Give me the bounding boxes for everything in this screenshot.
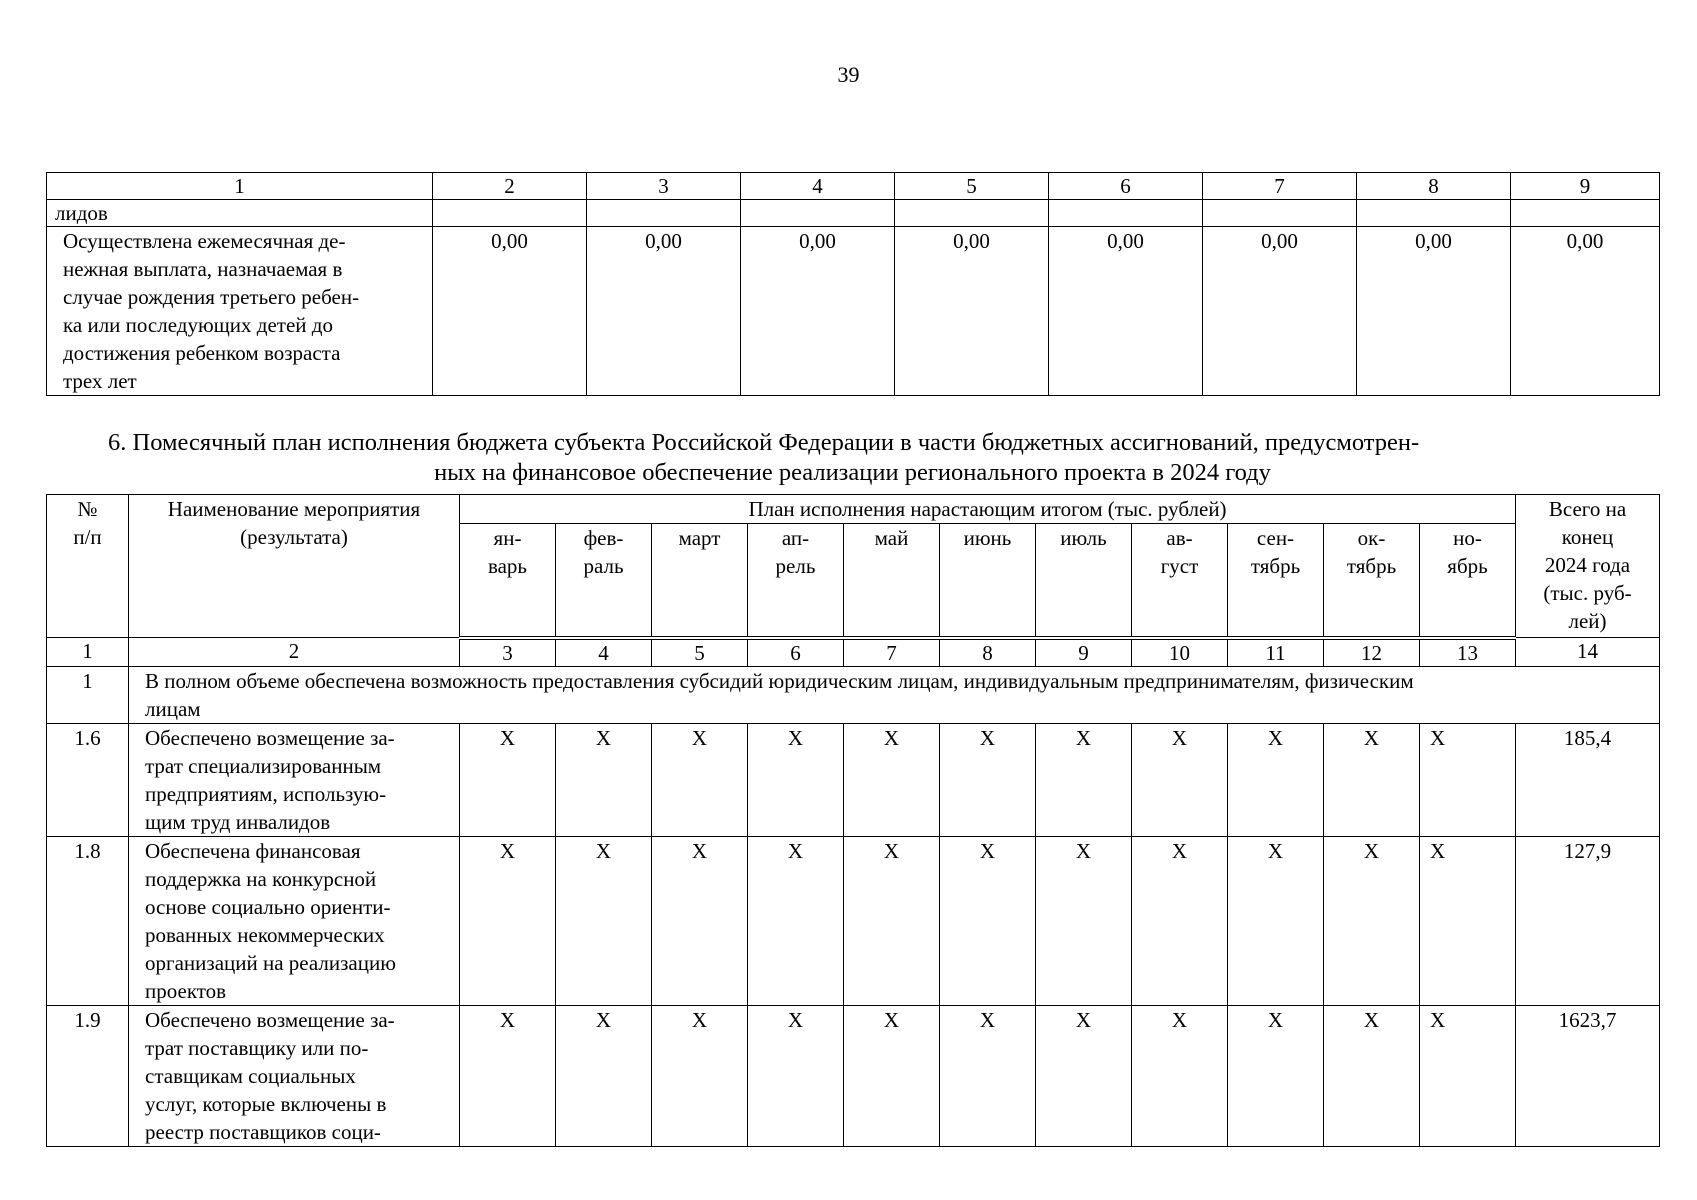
month-mark: X: [652, 836, 748, 1005]
table1-value: 0,00: [1049, 227, 1203, 396]
table1-header-cell: 8: [1357, 173, 1511, 200]
table1-header-cell: 6: [1049, 173, 1203, 200]
name-line: щим труд инвалидов: [145, 809, 331, 834]
row-name: [129, 836, 460, 1005]
monthly-plan-table: [46, 494, 1660, 1147]
column-number: 11: [1228, 638, 1324, 667]
column-number: 4: [556, 638, 652, 667]
name-line: трат специализированным: [145, 753, 382, 778]
month-mark: X: [844, 1005, 940, 1146]
month-mark: X: [1228, 836, 1324, 1005]
table1-value: 0,00: [895, 227, 1049, 396]
group-number: 1: [47, 666, 129, 723]
row-number: 1.6: [47, 723, 129, 836]
table1-header-cell: 4: [741, 173, 895, 200]
month-header: июнь: [940, 524, 1036, 638]
table1-cell: [433, 200, 587, 227]
group-text-line: В полном объеме обеспечена возможность предоставления субсидий юридическим лицам, индивидуальным предпринимателям, физическим: [145, 668, 1414, 693]
name-line: реестр поставщиков соци-: [145, 1119, 381, 1144]
table1-header-cell: 3: [587, 173, 741, 200]
name-line: рованных некоммерческих: [145, 922, 385, 947]
table1-header-cell: 9: [1511, 173, 1660, 200]
group-row: [47, 666, 1660, 723]
page-number: 39: [837, 62, 860, 87]
row-total: 1623,7: [1516, 1005, 1660, 1146]
table1-header-cell: 5: [895, 173, 1049, 200]
table1-value: 0,00: [741, 227, 895, 396]
table1-row-label: [47, 227, 433, 396]
continuation-table: [46, 172, 1660, 396]
month-mark: X: [748, 1005, 844, 1146]
month-mark: X: [1324, 836, 1420, 1005]
month-mark: X: [1036, 1005, 1132, 1146]
column-number: 6: [748, 638, 844, 667]
month-mark: X: [1420, 836, 1516, 1005]
name-line: ставщикам социальных: [145, 1063, 356, 1088]
table1-header-cell: 7: [1203, 173, 1357, 200]
label-line: нежная выплата, назначаемая в: [63, 257, 343, 281]
month-mark: X: [1036, 723, 1132, 836]
group-text: [129, 666, 1660, 723]
month-header: ап- рель: [748, 524, 844, 638]
column-number: 1: [47, 638, 129, 667]
table1-cell: [587, 200, 741, 227]
table1-value: 0,00: [1357, 227, 1511, 396]
label-line: достижения ребенком возраста: [63, 341, 341, 365]
num-header: № п/п: [47, 495, 129, 638]
section-title: [46, 428, 1659, 488]
section-title-line: 6. Помесячный план исполнения бюджета субъекта Российской Федерации в части бюджетных ассигнований, предусмотрен-: [108, 429, 1420, 456]
month-mark: X: [1228, 723, 1324, 836]
month-mark: X: [1324, 723, 1420, 836]
month-header: ав- густ: [1132, 524, 1228, 638]
month-mark: X: [844, 723, 940, 836]
row-total: 185,4: [1516, 723, 1660, 836]
column-number: 7: [844, 638, 940, 667]
row-name: [129, 1005, 460, 1146]
table1-value: 0,00: [433, 227, 587, 396]
table1-header-cell: 1: [47, 173, 433, 200]
month-mark: X: [1420, 1005, 1516, 1146]
month-mark: X: [1036, 836, 1132, 1005]
column-number: 12: [1324, 638, 1420, 667]
column-number: 5: [652, 638, 748, 667]
name-line: Обеспечена финансовая: [145, 838, 361, 863]
month-header: но- ябрь: [1420, 524, 1516, 638]
month-mark: X: [652, 1005, 748, 1146]
table-row: [47, 1005, 1660, 1146]
month-mark: X: [1132, 723, 1228, 836]
month-mark: X: [556, 723, 652, 836]
column-number-row: [47, 638, 1660, 667]
total-header: Всего на конец 2024 года (тыс. руб- лей): [1516, 495, 1660, 638]
month-mark: X: [652, 723, 748, 836]
column-number: 13: [1420, 638, 1516, 667]
table1-row: [47, 200, 1660, 227]
month-mark: X: [556, 836, 652, 1005]
column-number: 2: [129, 638, 460, 667]
month-mark: X: [460, 1005, 556, 1146]
month-mark: X: [940, 1005, 1036, 1146]
month-header: фев- раль: [556, 524, 652, 638]
row-number: 1.8: [47, 836, 129, 1005]
name-line: Обеспечено возмещение за-: [145, 725, 395, 750]
name-line: организаций на реализацию: [145, 950, 396, 975]
table1-cell: [1203, 200, 1357, 227]
name-header: Наименование мероприятия (результата): [129, 495, 460, 638]
name-line: основе социально ориенти-: [145, 894, 391, 919]
table-row: [47, 836, 1660, 1005]
month-mark: X: [1132, 1005, 1228, 1146]
table1-value: 0,00: [1511, 227, 1660, 396]
table-row: [47, 723, 1660, 836]
row-name: [129, 723, 460, 836]
month-header: ян- варь: [460, 524, 556, 638]
month-mark: X: [460, 836, 556, 1005]
month-header: май: [844, 524, 940, 638]
label-line: трех лет: [63, 369, 137, 393]
month-header: ок- тябрь: [1324, 524, 1420, 638]
month-header: март: [652, 524, 748, 638]
table1-value: 0,00: [1203, 227, 1357, 396]
name-line: услуг, которые включены в: [145, 1091, 387, 1116]
month-mark: X: [460, 723, 556, 836]
month-mark: X: [844, 836, 940, 1005]
column-number: 14: [1516, 638, 1660, 667]
table1-row-label: лидов: [47, 200, 433, 227]
column-number: 9: [1036, 638, 1132, 667]
name-line: трат поставщику или по-: [145, 1035, 369, 1060]
table1-cell: [741, 200, 895, 227]
column-number: 10: [1132, 638, 1228, 667]
table1-header-cell: 2: [433, 173, 587, 200]
table2-header-row: [47, 495, 1660, 524]
month-mark: X: [1228, 1005, 1324, 1146]
month-mark: X: [1132, 836, 1228, 1005]
month-mark: X: [748, 723, 844, 836]
name-line: Обеспечено возмещение за-: [145, 1007, 395, 1032]
table1-cell: [1357, 200, 1511, 227]
month-mark: X: [940, 723, 1036, 836]
month-mark: X: [556, 1005, 652, 1146]
month-header: июль: [1036, 524, 1132, 638]
table1-value: 0,00: [587, 227, 741, 396]
row-total: 127,9: [1516, 836, 1660, 1005]
label-line: ка или последующих детей до: [63, 313, 333, 337]
table1-cell: [1511, 200, 1660, 227]
month-mark: X: [1324, 1005, 1420, 1146]
name-line: проектов: [145, 978, 227, 1003]
month-mark: X: [940, 836, 1036, 1005]
column-number: 3: [460, 638, 556, 667]
table1-cell: [1049, 200, 1203, 227]
table1-header-row: [47, 173, 1660, 200]
group-text-line: лицам: [145, 696, 201, 721]
name-line: предприятиям, использую-: [145, 781, 387, 806]
month-mark: X: [1420, 723, 1516, 836]
month-header: сен- тябрь: [1228, 524, 1324, 638]
table1-cell: [895, 200, 1049, 227]
plan-header: План исполнения нарастающим итогом (тыс. рублей): [460, 495, 1516, 524]
month-mark: X: [748, 836, 844, 1005]
row-number: 1.9: [47, 1005, 129, 1146]
table1-row: [47, 227, 1660, 396]
column-number: 8: [940, 638, 1036, 667]
label-line: случае рождения третьего ребен-: [63, 285, 360, 309]
name-line: поддержка на конкурсной: [145, 866, 377, 891]
label-line: Осуществлена ежемесячная де-: [63, 229, 346, 253]
section-title-line: ных на финансовое обеспечение реализации регионального проекта в 2024 году: [434, 459, 1271, 486]
